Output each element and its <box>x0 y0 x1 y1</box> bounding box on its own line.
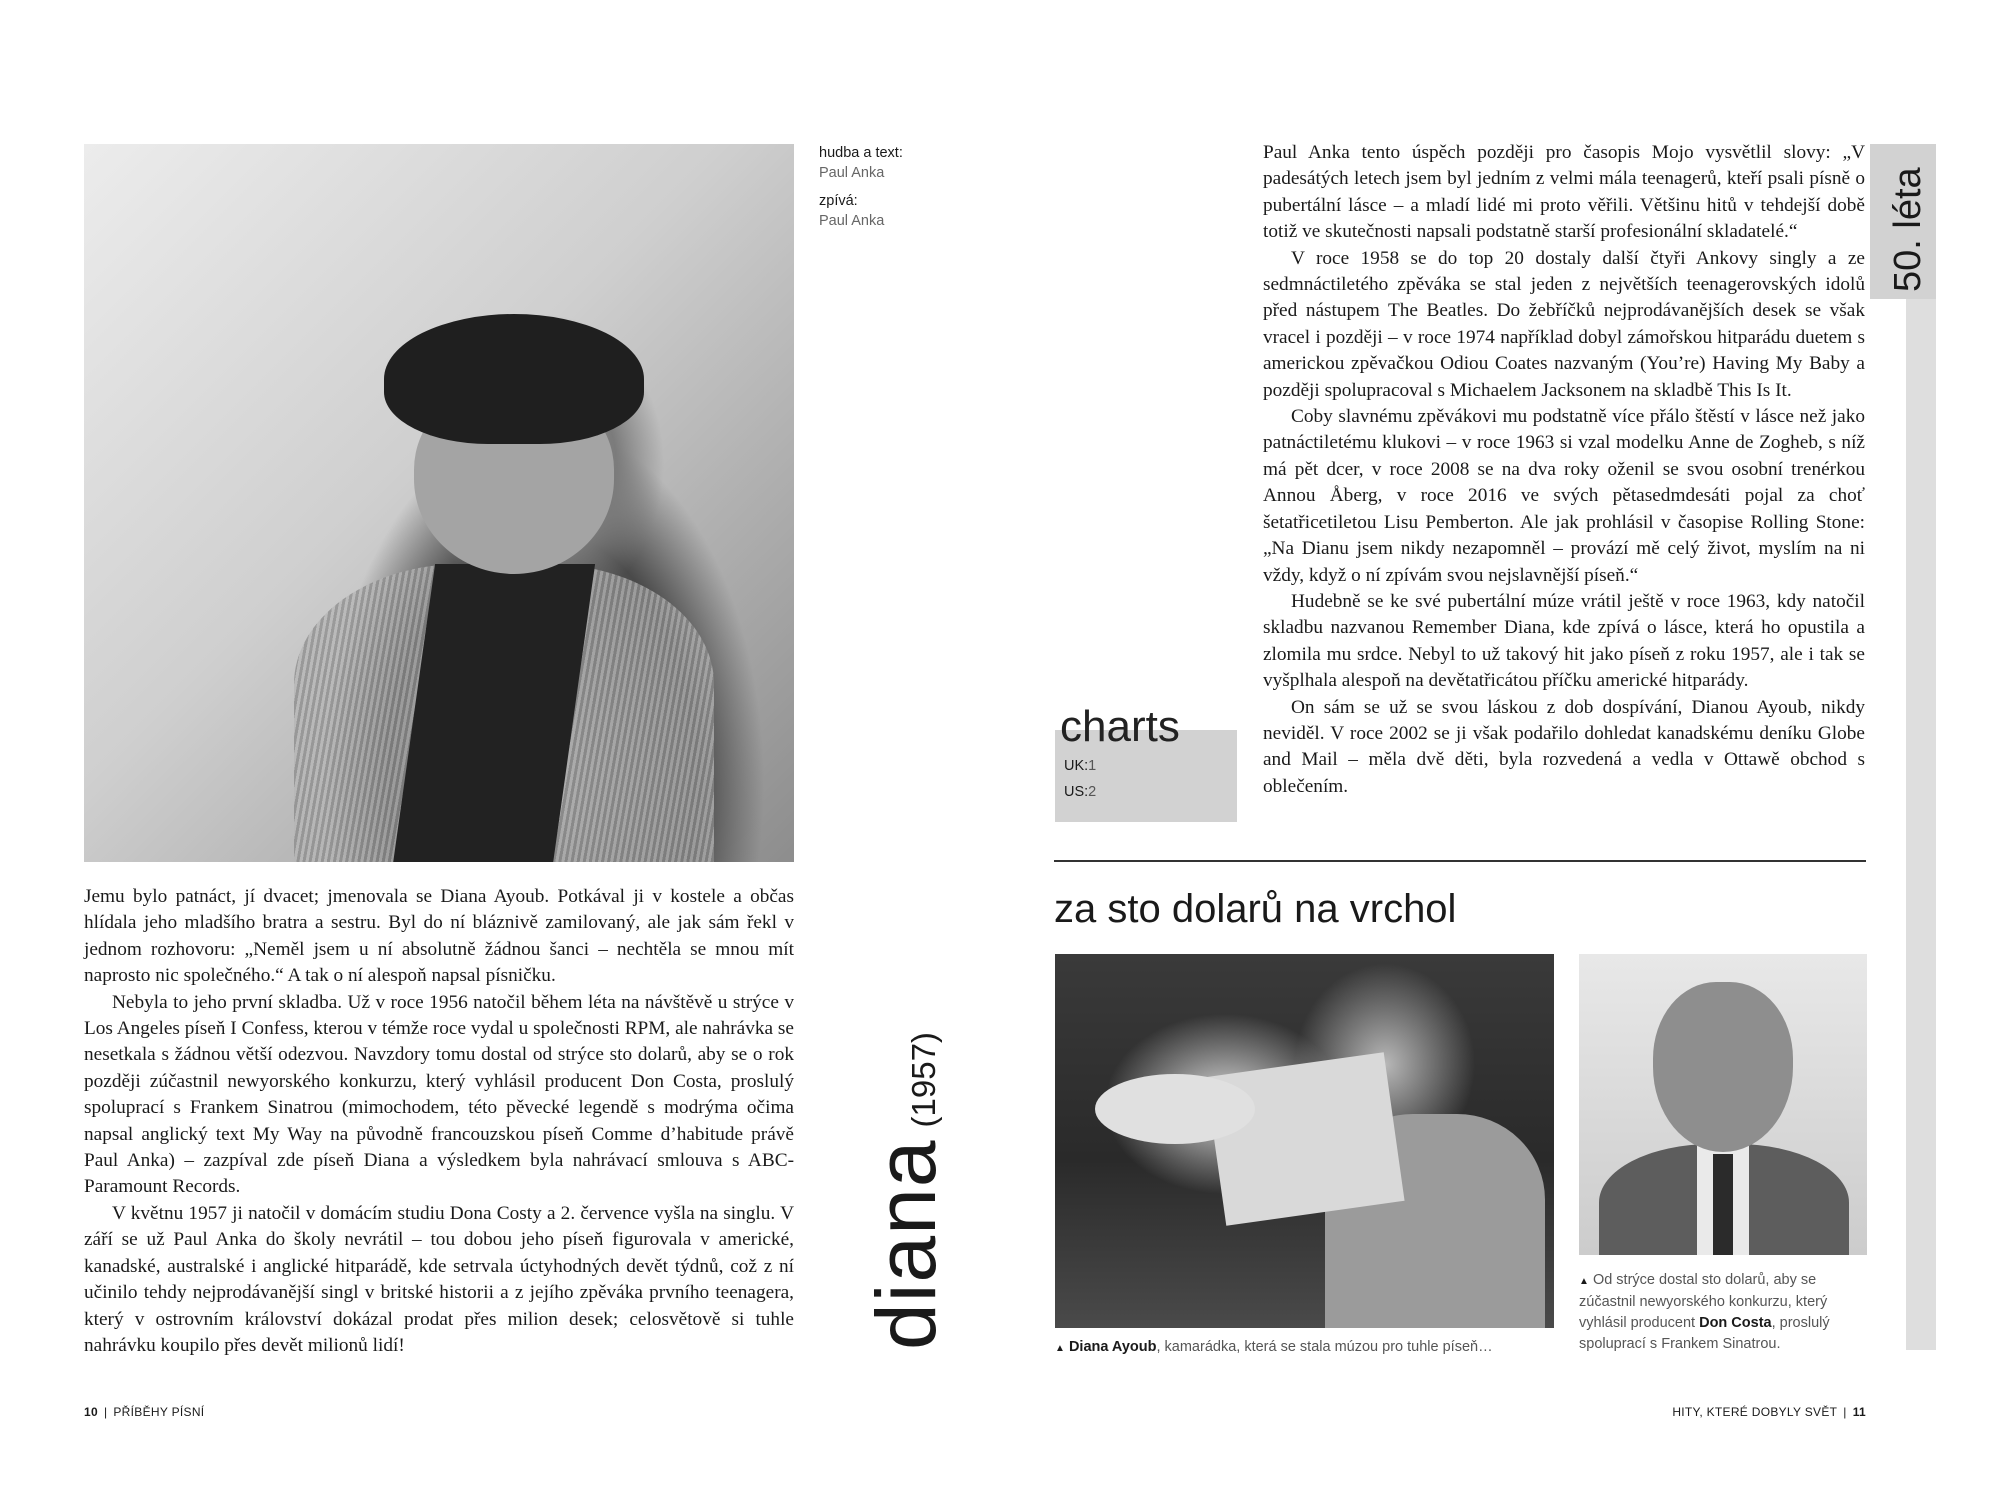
left-paragraph: Jemu bylo patnáct, jí dvacet; jmenovala se Diana Ayoub. Potkával ji v kostele a občas hlídala jeho mladšího bratra a sestru. Byl do ní bláznivě zamilovaný, ale jak sám řekl v jednom rozhovoru: „Neměl jsem u ní absolutně žádnou šanci – nechtěla se mnou mít naprosto nic společného.“ A tak o ní alespoň napsal písničku. <box>84 886 794 987</box>
footer-separator: | <box>1843 1405 1847 1419</box>
right-paragraph: Coby slavnému zpěvákovi mu podstatně více přálo štěstí v lásce než jako patnáctiletému klukovi – v roce 1963 si vzal modelku Anne de Zogheb, s níž má pět dcer, v roce 2008 se na dva roky oženil se svou osobní trenérkou Annou Åberg, v roce 2016 ve svých pětasedmdesáti pojal za choť šetatřicetiletou Lisu Pemberton. Ale jak prohlásil v časopise Rolling Stone: „Na Dianu jsem nikdy nezapomněl – provází mě celý život, myslím na ni vždy, když o ní zpívám svou nejslavnější píseň.“ <box>1263 406 1865 586</box>
diana-ayoub-photo <box>1055 954 1554 1328</box>
paul-anka-portrait-photo <box>84 144 794 862</box>
song-title <box>858 1032 955 1350</box>
costa-photo-caption <box>1579 1270 1849 1355</box>
us-chart-position <box>1064 784 1096 800</box>
don-costa-photo <box>1579 954 1867 1255</box>
caption-text: , kamarádka, která se stala múzou pro tuhle píseň… <box>1156 1339 1493 1355</box>
right-paragraph: Hudebně se ke své pubertální múze vrátil ještě v roce 1963, kdy natočil skladbu nazvanou Remember Diana, kde zpívá o lásce, která ho opustila a zlomila mu srdce. Nebyl to už takový hit jako píseň z roku 1957, ale i tak se vyšplhala alespoň na devětatřicátou příčku americké hitparády. <box>1263 590 1865 692</box>
decade-side-bar <box>1906 144 1936 1350</box>
charts-title: charts <box>1060 702 1180 751</box>
diana-photo-caption <box>1055 1337 1554 1359</box>
right-paragraph: V roce 1958 se do top 20 dostaly další čtyři Ankovy singly a ze sedmnáctiletého zpěváka se stal jeden z největších teenagerovských idolů před nástupem The Beatles. Do žebříčků nejprodávanějších desek se však vracel i později – v roce 1974 například dobyl zámořskou hitparádu duetem s americkou zpěvačkou Odiou Coates nazvaným (You’re) Having My Baby a později spolupracoval s Michaelem Jacksonem na skladbě This Is It. <box>1263 247 1865 401</box>
triangle-up-icon: ▲ <box>1579 1276 1589 1287</box>
left-paragraph: Nebyla to jeho první skladba. Už v roce 1956 natočil během léta na návštěvě u strýce v Los Angeles píseň I Confess, kterou v témže roce vydal u společnosti RPM, ale nahrávka se nesetkala s žádnou větší odezvou. Navzdory tomu dostal od strýce sto dolarů, aby se o rok později zúčastnil newyorského konkurzu, který vyhlásil producent Don Costa, proslulý spoluprací s Frankem Sinatrou (mimochodem, této pěvecké legendě s modrýma očima napsal anglický text My Way na původně francouzskou píseň Comme d’habitude právě Paul Anka) – zazpíval zde píseň Diana a výsledkem byla nahrávací smlouva s ABC-Paramount Records. <box>84 991 794 1198</box>
music-credit-label: hudba a text: <box>819 145 903 161</box>
caption-name: Diana Ayoub <box>1068 1339 1157 1355</box>
us-chart-value: 2 <box>1088 784 1097 800</box>
song-title-text: diana <box>859 1139 953 1350</box>
footer-separator: | <box>103 1405 108 1419</box>
left-article-body <box>84 884 794 1359</box>
photo-hat-shape <box>1095 1074 1255 1144</box>
caption-text: Od strýce dostal sto dolarů, aby se zúčastnil newyorského konkurzu, který vyhlásil producent <box>1579 1272 1828 1331</box>
left-footer-book-title: PŘÍBĚHY PÍSNÍ <box>113 1405 205 1419</box>
sings-credit-value: Paul Anka <box>819 213 885 229</box>
section-heading: za sto dolarů na vrchol <box>1054 887 1457 931</box>
caption-text: , proslulý spoluprací s Frankem Sinatrou. <box>1579 1315 1830 1352</box>
right-article-body <box>1263 140 1865 800</box>
decade-tab-label: 50. léta <box>1887 167 1929 292</box>
left-page-number: 10 <box>84 1405 98 1419</box>
left-footer <box>84 1405 204 1419</box>
caption-name: Don Costa <box>1699 1315 1772 1331</box>
photo-face-shape <box>1653 982 1793 1152</box>
music-credit-value: Paul Anka <box>819 165 885 181</box>
photo-sheet-music-shape <box>1205 1052 1404 1226</box>
uk-chart-position <box>1064 758 1096 774</box>
right-paragraph: On sám se už se svou láskou z dob dospívání, Dianou Ayoub, nikdy neviděl. V roce 2002 se ji však podařilo dohledat kanadskému deníku Globe and Mail – měla dvě děti, byla rozvedená a vedla v Ottawě obchod s oblečením. <box>1263 696 1865 797</box>
uk-chart-value: 1 <box>1088 758 1097 774</box>
photo-hair-shape <box>384 314 644 444</box>
us-chart-label: US: <box>1064 784 1089 800</box>
photo-tie-shape <box>1713 1154 1733 1255</box>
section-divider <box>1054 860 1866 862</box>
right-footer-book-title: HITY, KTERÉ DOBYLY SVĚT <box>1672 1405 1838 1419</box>
song-year: (1957) <box>905 1032 942 1128</box>
uk-chart-label: UK: <box>1064 758 1089 774</box>
triangle-up-icon: ▲ <box>1055 1343 1065 1354</box>
left-paragraph: V květnu 1957 ji natočil v domácím studiu Dona Costy a 2. července vyšla na singlu. V září se už Paul Anka do školy nevrátil – tou dobou jeho píseň figurovala v americké, kanadské, australské i anglické hitparádě, kde setrvala úctyhodných devět týdnů, což z ní učinilo tehdy nejprodávanější singl v britské historii a z jejího zpěváka prvního teenagera, který v ostrovním království dokázal prodat přes milion desek; celosvětově si tuhle nahrávku koupilo přes devět milionů lidí! <box>84 1202 794 1356</box>
right-page-number: 11 <box>1852 1405 1866 1419</box>
sings-credit-label: zpívá: <box>819 193 858 209</box>
song-credits <box>819 143 999 231</box>
right-paragraph: Paul Anka tento úspěch později pro časopis Mojo vysvětlil slovy: „V padesátých letech jsem byl jedním z velmi mála teenagerů, kteří psali písně o pubertální lásce – a mladí lidé mi proto věřili. Většinu hitů v tehdejší době totiž ve skutečnosti napsali podstatně starší profesionální skladatelé.“ <box>1263 142 1865 243</box>
right-footer <box>1672 1405 1866 1419</box>
